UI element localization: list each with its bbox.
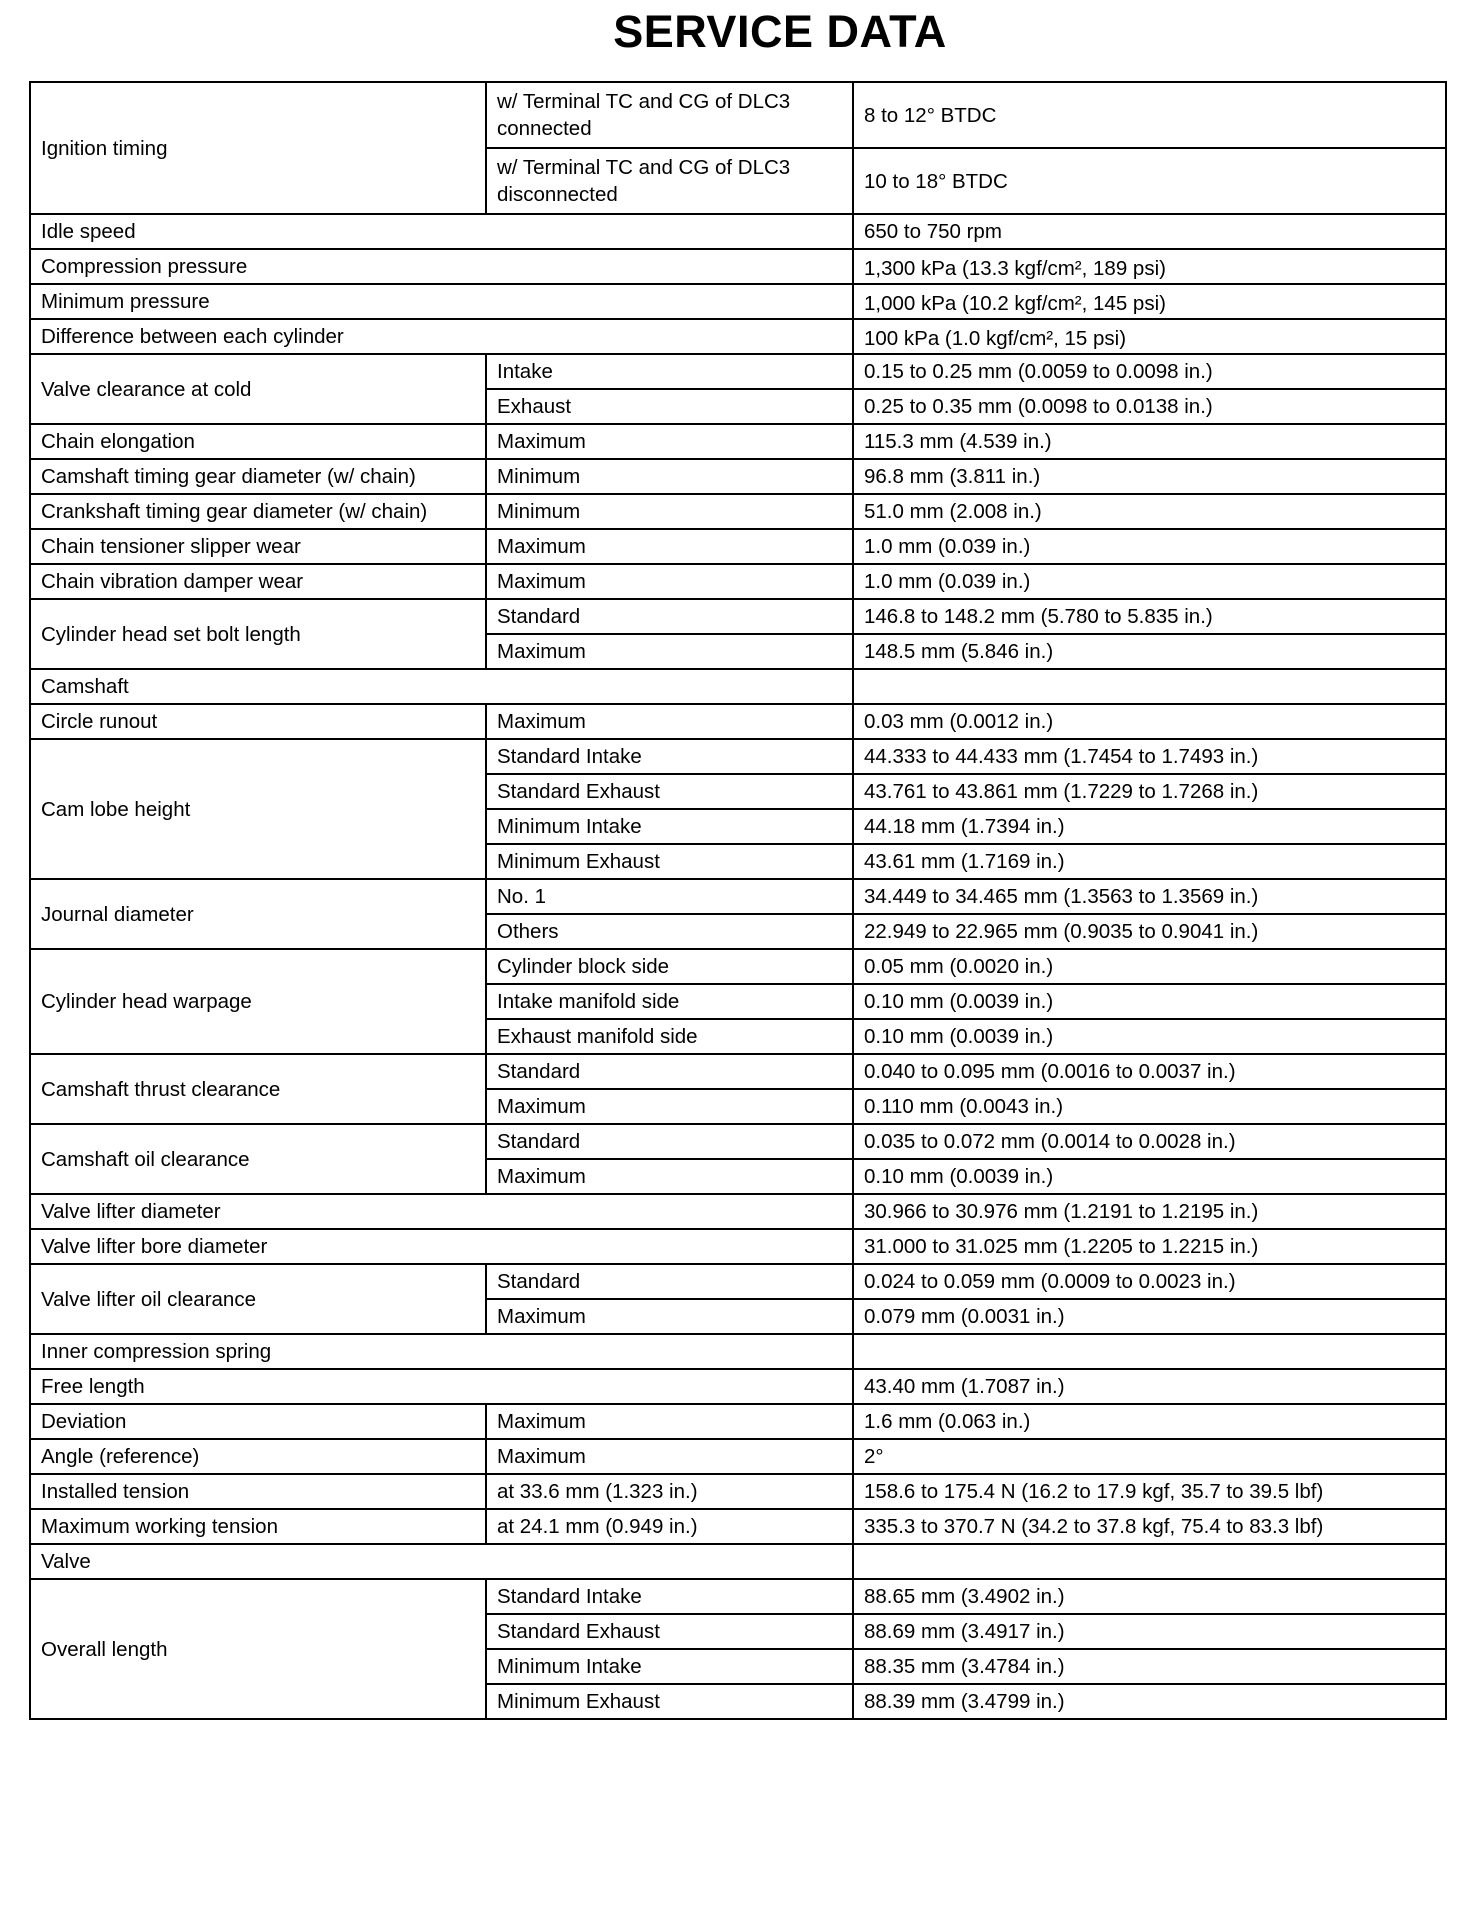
row-value: 88.39 mm (3.4799 in.) [853, 1684, 1446, 1719]
row-value: 0.25 to 0.35 mm (0.0098 to 0.0138 in.) [853, 389, 1446, 424]
row-condition: Maximum [486, 1089, 853, 1124]
table-row [30, 459, 1446, 494]
row-value [853, 1334, 1446, 1369]
row-value: 1.0 mm (0.039 in.) [853, 529, 1446, 564]
row-value: 1.6 mm (0.063 in.) [853, 1404, 1446, 1439]
row-condition: Maximum [486, 1159, 853, 1194]
row-value: 650 to 750 rpm [853, 214, 1446, 249]
row-value: 22.949 to 22.965 mm (0.9035 to 0.9041 in.) [853, 914, 1446, 949]
row-value: 1.0 mm (0.039 in.) [853, 564, 1446, 599]
row-label: Overall length [30, 1579, 486, 1719]
row-label: Valve lifter bore diameter [30, 1229, 853, 1264]
row-label: Difference between each cylinder [30, 319, 853, 354]
row-condition: Intake manifold side [486, 984, 853, 1019]
row-condition: w/ Terminal TC and CG of DLC3 connected [486, 82, 853, 148]
row-condition: Intake [486, 354, 853, 389]
table-row [30, 319, 1446, 354]
row-condition: Exhaust [486, 389, 853, 424]
row-value: 0.035 to 0.072 mm (0.0014 to 0.0028 in.) [853, 1124, 1446, 1159]
section-heading: Valve [30, 1544, 853, 1579]
row-condition: Standard [486, 1264, 853, 1299]
table-row [30, 1579, 1446, 1614]
row-label: Ignition timing [30, 82, 486, 214]
row-label: Chain elongation [30, 424, 486, 459]
row-value: 0.10 mm (0.0039 in.) [853, 1159, 1446, 1194]
row-value: 30.966 to 30.976 mm (1.2191 to 1.2195 in.) [853, 1194, 1446, 1229]
table-row [30, 424, 1446, 459]
row-value: 335.3 to 370.7 N (34.2 to 37.8 kgf, 75.4 to 83.3 lbf) [853, 1509, 1446, 1544]
row-label: Journal diameter [30, 879, 486, 949]
table-row [30, 249, 1446, 284]
row-condition: Maximum [486, 704, 853, 739]
row-label: Angle (reference) [30, 1439, 486, 1474]
row-value: 88.35 mm (3.4784 in.) [853, 1649, 1446, 1684]
row-condition: Others [486, 914, 853, 949]
table-row [30, 1194, 1446, 1229]
table-row [30, 1439, 1446, 1474]
row-condition: Standard Intake [486, 739, 853, 774]
row-condition: Maximum [486, 634, 853, 669]
row-value: 158.6 to 175.4 N (16.2 to 17.9 kgf, 35.7 to 39.5 lbf) [853, 1474, 1446, 1509]
row-value: 0.110 mm (0.0043 in.) [853, 1089, 1446, 1124]
row-value: 2° [853, 1439, 1446, 1474]
row-label: Camshaft timing gear diameter (w/ chain) [30, 459, 486, 494]
row-label: Free length [30, 1369, 853, 1404]
table-row [30, 1054, 1446, 1089]
row-label: Camshaft oil clearance [30, 1124, 486, 1194]
row-value: 0.10 mm (0.0039 in.) [853, 1019, 1446, 1054]
table-row [30, 82, 1446, 148]
row-label: Chain vibration damper wear [30, 564, 486, 599]
row-label: Minimum pressure [30, 284, 853, 319]
row-value: 0.05 mm (0.0020 in.) [853, 949, 1446, 984]
table-row [30, 214, 1446, 249]
row-value: 0.03 mm (0.0012 in.) [853, 704, 1446, 739]
row-condition: Minimum Exhaust [486, 844, 853, 879]
row-label: Valve lifter diameter [30, 1194, 853, 1229]
row-condition: Standard [486, 1124, 853, 1159]
row-value: 1,300 kPa (13.3 kgf/cm², 189 psi) [853, 249, 1446, 284]
table-row [30, 354, 1446, 389]
row-value: 96.8 mm (3.811 in.) [853, 459, 1446, 494]
row-condition: at 33.6 mm (1.323 in.) [486, 1474, 853, 1509]
table-row [30, 494, 1446, 529]
row-value: 10 to 18° BTDC [853, 148, 1446, 214]
table-row [30, 739, 1446, 774]
row-value: 88.69 mm (3.4917 in.) [853, 1614, 1446, 1649]
row-condition: Exhaust manifold side [486, 1019, 853, 1054]
row-value: 1,000 kPa (10.2 kgf/cm², 145 psi) [853, 284, 1446, 319]
row-label: Cylinder head warpage [30, 949, 486, 1054]
row-value: 146.8 to 148.2 mm (5.780 to 5.835 in.) [853, 599, 1446, 634]
table-row [30, 1509, 1446, 1544]
row-label: Camshaft thrust clearance [30, 1054, 486, 1124]
row-value: 43.761 to 43.861 mm (1.7229 to 1.7268 in.) [853, 774, 1446, 809]
row-value: 51.0 mm (2.008 in.) [853, 494, 1446, 529]
row-value: 43.40 mm (1.7087 in.) [853, 1369, 1446, 1404]
table-row [30, 1229, 1446, 1264]
row-label: Idle speed [30, 214, 853, 249]
row-label: Cylinder head set bolt length [30, 599, 486, 669]
row-value: 148.5 mm (5.846 in.) [853, 634, 1446, 669]
row-condition: w/ Terminal TC and CG of DLC3 disconnected [486, 148, 853, 214]
table-row [30, 529, 1446, 564]
row-condition: No. 1 [486, 879, 853, 914]
row-label: Chain tensioner slipper wear [30, 529, 486, 564]
service-data-table [29, 81, 1447, 1720]
row-value: 44.18 mm (1.7394 in.) [853, 809, 1446, 844]
table-row [30, 704, 1446, 739]
section-heading: Inner compression spring [30, 1334, 853, 1369]
row-condition: Maximum [486, 564, 853, 599]
row-label: Circle runout [30, 704, 486, 739]
table-row [30, 1544, 1446, 1579]
row-label: Cam lobe height [30, 739, 486, 879]
row-condition: Standard Intake [486, 1579, 853, 1614]
row-label: Installed tension [30, 1474, 486, 1509]
row-condition: Standard [486, 1054, 853, 1089]
row-value [853, 669, 1446, 704]
row-condition: Maximum [486, 529, 853, 564]
row-value: 0.15 to 0.25 mm (0.0059 to 0.0098 in.) [853, 354, 1446, 389]
row-condition: Maximum [486, 1404, 853, 1439]
table-row [30, 1334, 1446, 1369]
row-label: Maximum working tension [30, 1509, 486, 1544]
table-row [30, 564, 1446, 599]
row-value: 8 to 12° BTDC [853, 82, 1446, 148]
row-condition: Maximum [486, 424, 853, 459]
row-label: Deviation [30, 1404, 486, 1439]
row-value: 44.333 to 44.433 mm (1.7454 to 1.7493 in.) [853, 739, 1446, 774]
table-row [30, 284, 1446, 319]
row-value: 0.10 mm (0.0039 in.) [853, 984, 1446, 1019]
page-title: SERVICE DATA [613, 6, 947, 57]
row-value: 0.024 to 0.059 mm (0.0009 to 0.0023 in.) [853, 1264, 1446, 1299]
row-condition: Minimum [486, 494, 853, 529]
row-value: 100 kPa (1.0 kgf/cm², 15 psi) [853, 319, 1446, 354]
row-condition: Minimum Exhaust [486, 1684, 853, 1719]
table-row [30, 1264, 1446, 1299]
row-label: Compression pressure [30, 249, 853, 284]
row-value [853, 1544, 1446, 1579]
row-label: Crankshaft timing gear diameter (w/ chain) [30, 494, 486, 529]
row-condition: Standard Exhaust [486, 1614, 853, 1649]
row-label: Valve lifter oil clearance [30, 1264, 486, 1334]
row-condition: Minimum Intake [486, 809, 853, 844]
row-value: 0.040 to 0.095 mm (0.0016 to 0.0037 in.) [853, 1054, 1446, 1089]
table-row [30, 669, 1446, 704]
row-label: Valve clearance at cold [30, 354, 486, 424]
row-condition: Cylinder block side [486, 949, 853, 984]
row-condition: Standard Exhaust [486, 774, 853, 809]
row-condition: Minimum Intake [486, 1649, 853, 1684]
row-value: 43.61 mm (1.7169 in.) [853, 844, 1446, 879]
row-value: 31.000 to 31.025 mm (1.2205 to 1.2215 in.) [853, 1229, 1446, 1264]
row-condition: Standard [486, 599, 853, 634]
table-row [30, 1124, 1446, 1159]
section-heading: Camshaft [30, 669, 853, 704]
row-condition: at 24.1 mm (0.949 in.) [486, 1509, 853, 1544]
row-value: 88.65 mm (3.4902 in.) [853, 1579, 1446, 1614]
row-condition: Maximum [486, 1439, 853, 1474]
table-row [30, 949, 1446, 984]
table-row [30, 1474, 1446, 1509]
table-row [30, 1369, 1446, 1404]
row-value: 0.079 mm (0.0031 in.) [853, 1299, 1446, 1334]
table-row [30, 599, 1446, 634]
table-row [30, 1404, 1446, 1439]
row-condition: Maximum [486, 1299, 853, 1334]
row-value: 115.3 mm (4.539 in.) [853, 424, 1446, 459]
table-row [30, 879, 1446, 914]
row-value: 34.449 to 34.465 mm (1.3563 to 1.3569 in.) [853, 879, 1446, 914]
row-condition: Minimum [486, 459, 853, 494]
